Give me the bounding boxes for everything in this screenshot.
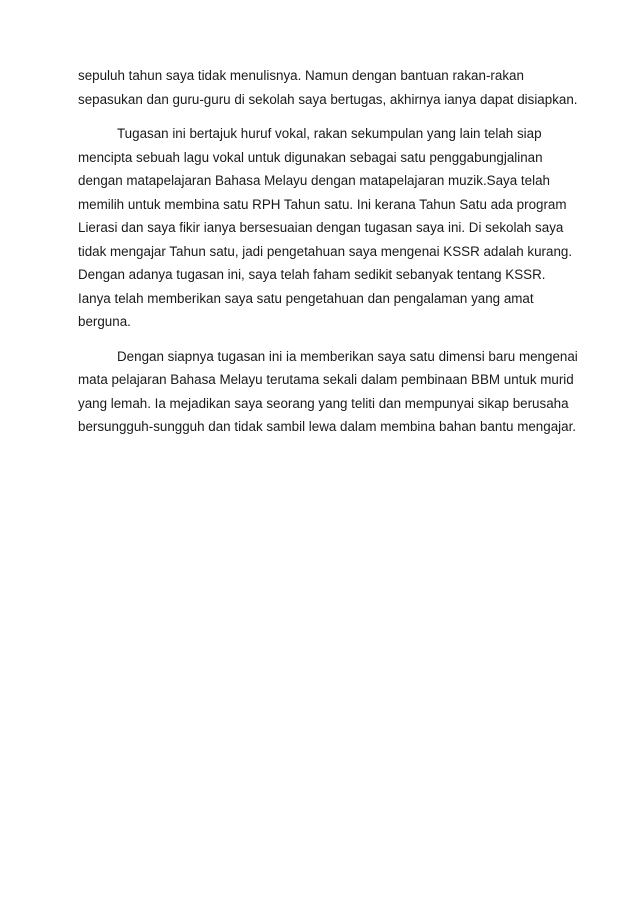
paragraph-line: Dengan adanya tugasan ini, saya telah faham sedikit sebanyak tentang KSSR. [78,267,546,282]
paragraph-line: sepuluh tahun saya tidak menulisnya. Namun dengan bantuan rakan-rakan [78,68,524,83]
paragraph-line: Ianya telah memberikan saya satu pengetahuan dan pengalaman yang amat [78,290,534,306]
paragraph-line: Tugasan ini bertajuk huruf vokal, rakan sekumpulan yang lain telah siap [117,126,542,141]
paragraph-line: dengan matapelajaran Bahasa Melayu dengan matapelajaran muzik.Saya telah [78,173,550,188]
paragraph-line: tidak mengajar Tahun satu, jadi pengetahuan saya mengenai KSSR adalah kurang. [78,243,573,259]
paragraph-2 [78,122,573,334]
paragraph-line: memilih untuk membina satu RPH Tahun satu. Ini kerana Tahun Satu ada program [78,196,567,212]
paragraph-line: Lierasi dan saya fikir ianya bersesuaian dengan tugasan saya ini. Di sekolah saya [78,220,564,235]
paragraph-line: mata pelajaran Bahasa Melayu terutama sekali dalam pembinaan BBM untuk murid [78,372,574,387]
paragraph-line: berguna. [78,314,131,329]
paragraph-line: yang lemah. Ia mejadikan saya seorang yang teliti dan mempunyai sikap berusaha [78,395,569,411]
paragraph-line: bersungguh-sungguh dan tidak sambil lewa dalam membina bahan bantu mengajar. [78,419,577,434]
paragraph-3 [78,345,578,439]
paragraph-line: mencipta sebuah lagu vokal untuk digunakan sebagai satu penggabungjalinan [78,149,543,165]
paragraph-line: Dengan siapnya tugasan ini ia memberikan saya satu dimensi baru mengenai [117,348,578,364]
paragraph-line: sepasukan dan guru-guru di sekolah saya bertugas, akhirnya ianya dapat disiapkan. [78,91,578,107]
paragraph-1 [78,64,578,111]
document-body [78,64,578,439]
